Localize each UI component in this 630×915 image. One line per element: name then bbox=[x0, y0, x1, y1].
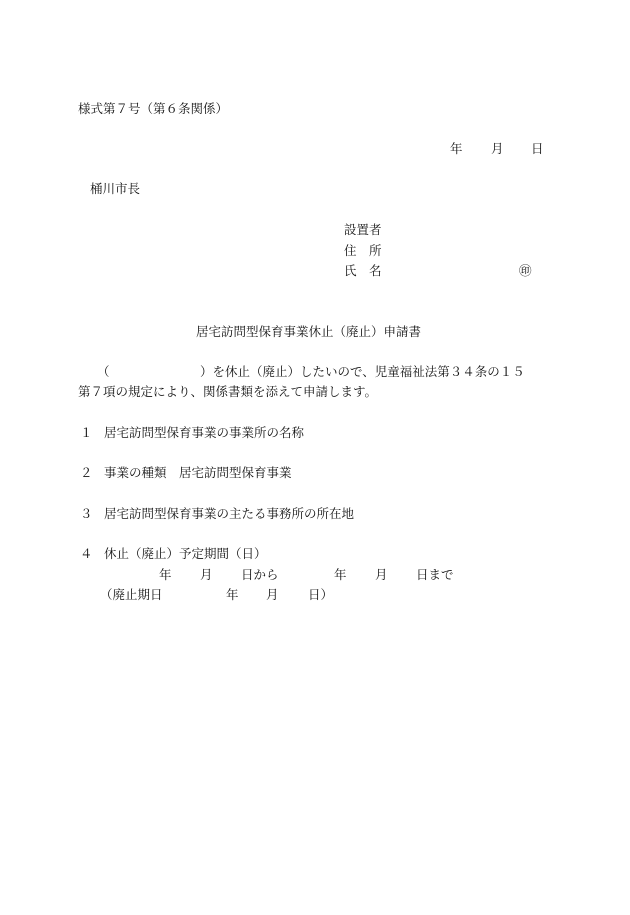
item-number: ３ bbox=[80, 506, 93, 521]
body-open-paren: （ bbox=[97, 364, 110, 379]
addressee: 桶川市長 bbox=[90, 181, 141, 196]
item-text: 居宅訪問型保育事業の主たる事務所の所在地 bbox=[104, 506, 355, 521]
abolish-year: 年 bbox=[226, 587, 239, 602]
item-number: ４ bbox=[80, 546, 93, 561]
item-number: ２ bbox=[80, 465, 93, 480]
date-year-label: 年 bbox=[450, 141, 463, 156]
address-label: 住 所 bbox=[344, 243, 382, 258]
item-number: １ bbox=[80, 425, 93, 440]
period-from-year: 年 bbox=[159, 567, 172, 582]
date-month-label: 月 bbox=[491, 141, 504, 156]
abolish-date-label: （廃止期日 bbox=[100, 587, 163, 602]
period-to-month: 月 bbox=[375, 567, 388, 582]
form-label: 様式第７号（第６条関係） bbox=[78, 101, 229, 116]
period-to-day: 日まで bbox=[416, 567, 454, 582]
establisher-label: 設置者 bbox=[344, 222, 382, 237]
period-to-year: 年 bbox=[334, 567, 347, 582]
item-text: 事業の種類 居宅訪問型保育事業 bbox=[104, 465, 292, 480]
period-from-day: 日から bbox=[241, 567, 279, 582]
item-text: 居宅訪問型保育事業の事業所の名称 bbox=[104, 425, 305, 440]
date-day-label: 日 bbox=[531, 141, 544, 156]
abolish-month: 月 bbox=[266, 587, 279, 602]
body-line-1: ）を休止（廃止）したいので、児童福祉法第３４条の１５ bbox=[200, 364, 525, 379]
period-from-month: 月 bbox=[200, 567, 213, 582]
abolish-day: 日） bbox=[308, 587, 334, 602]
item-text: 休止（廃止）予定期間（日） bbox=[104, 546, 267, 561]
name-label: 氏 名 bbox=[344, 263, 382, 278]
seal-icon: ㊞ bbox=[519, 263, 532, 278]
body-line-2: 第７項の規定により、関係書類を添えて申請します。 bbox=[78, 384, 378, 399]
document-title: 居宅訪問型保育事業休止（廃止）申請書 bbox=[196, 324, 422, 339]
